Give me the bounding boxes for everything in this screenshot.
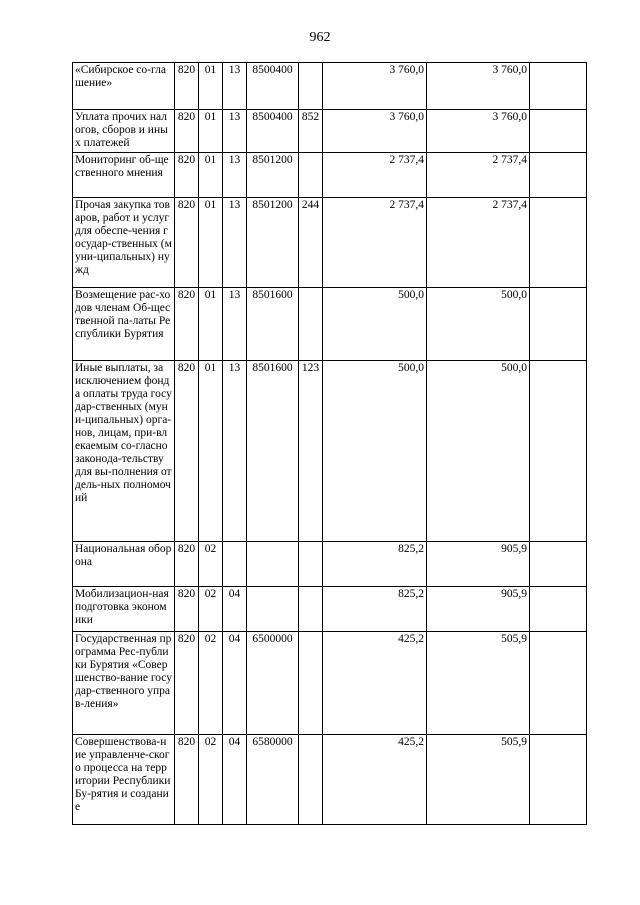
row-subsection-code	[223, 542, 247, 587]
table-row	[73, 63, 587, 110]
row-empty-cell	[530, 288, 587, 361]
row-target-article-code: 6500000	[247, 632, 299, 735]
row-empty-cell	[530, 361, 587, 542]
row-name: Мониторинг об-щественного мнения	[73, 153, 175, 198]
row-target-article-code	[247, 587, 299, 632]
row-amount-year-1: 3 760,0	[323, 63, 427, 110]
row-ministry-code: 820	[175, 63, 199, 110]
row-name: «Сибирское со-глашение»	[73, 63, 175, 110]
row-amount-year-1: 425,2	[323, 735, 427, 825]
row-amount-year-2: 2 737,4	[427, 198, 530, 288]
row-empty-cell	[530, 587, 587, 632]
table-row	[73, 587, 587, 632]
row-ministry-code: 820	[175, 110, 199, 153]
row-section-code: 01	[199, 288, 223, 361]
row-expense-type-code: 852	[299, 110, 323, 153]
table-row	[73, 632, 587, 735]
row-ministry-code: 820	[175, 361, 199, 542]
row-subsection-code: 13	[223, 288, 247, 361]
table-row	[73, 735, 587, 825]
table-row	[73, 542, 587, 587]
table-row	[73, 110, 587, 153]
row-subsection-code: 04	[223, 632, 247, 735]
row-ministry-code: 820	[175, 735, 199, 825]
row-section-code: 01	[199, 110, 223, 153]
row-subsection-code: 13	[223, 110, 247, 153]
row-empty-cell	[530, 153, 587, 198]
table-row	[73, 361, 587, 542]
row-ministry-code: 820	[175, 632, 199, 735]
row-target-article-code: 8501200	[247, 198, 299, 288]
row-amount-year-2: 3 760,0	[427, 63, 530, 110]
row-amount-year-1: 825,2	[323, 542, 427, 587]
row-target-article-code: 8500400	[247, 110, 299, 153]
row-name: Иные выплаты, за исключением фонда оплаты труда государ-ственных (муни-ципальных) орга-нов, лицам, при-влекаемым со-гласно законода-тельству для вы-полнения отдель-ных полномочий	[73, 361, 175, 542]
row-target-article-code: 6580000	[247, 735, 299, 825]
table-row	[73, 198, 587, 288]
row-target-article-code: 8501600	[247, 288, 299, 361]
row-target-article-code: 8501600	[247, 361, 299, 542]
row-section-code: 01	[199, 63, 223, 110]
row-name: Совершенствова-ние управленче-ского процесса на территории Республики Бу-рятия и создание	[73, 735, 175, 825]
row-amount-year-2: 500,0	[427, 288, 530, 361]
row-section-code: 01	[199, 153, 223, 198]
row-empty-cell	[530, 632, 587, 735]
row-ministry-code: 820	[175, 542, 199, 587]
row-amount-year-2: 3 760,0	[427, 110, 530, 153]
row-amount-year-2: 2 737,4	[427, 153, 530, 198]
row-empty-cell	[530, 735, 587, 825]
row-amount-year-1: 2 737,4	[323, 153, 427, 198]
row-name: Прочая закупка товаров, работ и услуг для обеспе-чения государ-ственных (муни-ципальных) нужд	[73, 198, 175, 288]
row-expense-type-code	[299, 587, 323, 632]
row-target-article-code	[247, 542, 299, 587]
row-target-article-code: 8501200	[247, 153, 299, 198]
row-empty-cell	[530, 110, 587, 153]
row-subsection-code: 13	[223, 361, 247, 542]
row-section-code: 02	[199, 735, 223, 825]
row-expense-type-code	[299, 63, 323, 110]
row-amount-year-1: 3 760,0	[323, 110, 427, 153]
table-row	[73, 288, 587, 361]
table-row	[73, 153, 587, 198]
row-empty-cell	[530, 542, 587, 587]
row-ministry-code: 820	[175, 198, 199, 288]
row-expense-type-code	[299, 542, 323, 587]
row-empty-cell	[530, 198, 587, 288]
row-ministry-code: 820	[175, 153, 199, 198]
budget-table	[72, 62, 587, 825]
row-expense-type-code	[299, 632, 323, 735]
row-subsection-code: 04	[223, 587, 247, 632]
row-amount-year-1: 825,2	[323, 587, 427, 632]
row-section-code: 02	[199, 542, 223, 587]
row-empty-cell	[530, 63, 587, 110]
row-subsection-code: 13	[223, 63, 247, 110]
row-amount-year-1: 500,0	[323, 288, 427, 361]
row-expense-type-code	[299, 735, 323, 825]
row-amount-year-1: 425,2	[323, 632, 427, 735]
row-section-code: 02	[199, 587, 223, 632]
row-subsection-code: 13	[223, 198, 247, 288]
row-expense-type-code: 123	[299, 361, 323, 542]
row-name: Мобилизацион-ная подготовка экономики	[73, 587, 175, 632]
row-section-code: 02	[199, 632, 223, 735]
row-expense-type-code	[299, 288, 323, 361]
row-amount-year-1: 2 737,4	[323, 198, 427, 288]
row-name: Уплата прочих налогов, сборов и иных платежей	[73, 110, 175, 153]
row-amount-year-2: 905,9	[427, 542, 530, 587]
row-target-article-code: 8500400	[247, 63, 299, 110]
row-subsection-code: 04	[223, 735, 247, 825]
row-amount-year-2: 905,9	[427, 587, 530, 632]
page-number: 962	[309, 30, 331, 45]
row-name: Национальная оборона	[73, 542, 175, 587]
row-ministry-code: 820	[175, 587, 199, 632]
row-section-code: 01	[199, 361, 223, 542]
row-expense-type-code	[299, 153, 323, 198]
row-amount-year-2: 505,9	[427, 735, 530, 825]
row-expense-type-code: 244	[299, 198, 323, 288]
row-amount-year-2: 505,9	[427, 632, 530, 735]
row-amount-year-2: 500,0	[427, 361, 530, 542]
row-name: Возмещение рас-ходов членам Об-щественной па-латы Республики Бурятия	[73, 288, 175, 361]
row-subsection-code: 13	[223, 153, 247, 198]
row-section-code: 01	[199, 198, 223, 288]
row-amount-year-1: 500,0	[323, 361, 427, 542]
row-name: Государственная программа Рес-публики Бурятия «Совершенство-вание государ-ственного управ-ления»	[73, 632, 175, 735]
row-ministry-code: 820	[175, 288, 199, 361]
